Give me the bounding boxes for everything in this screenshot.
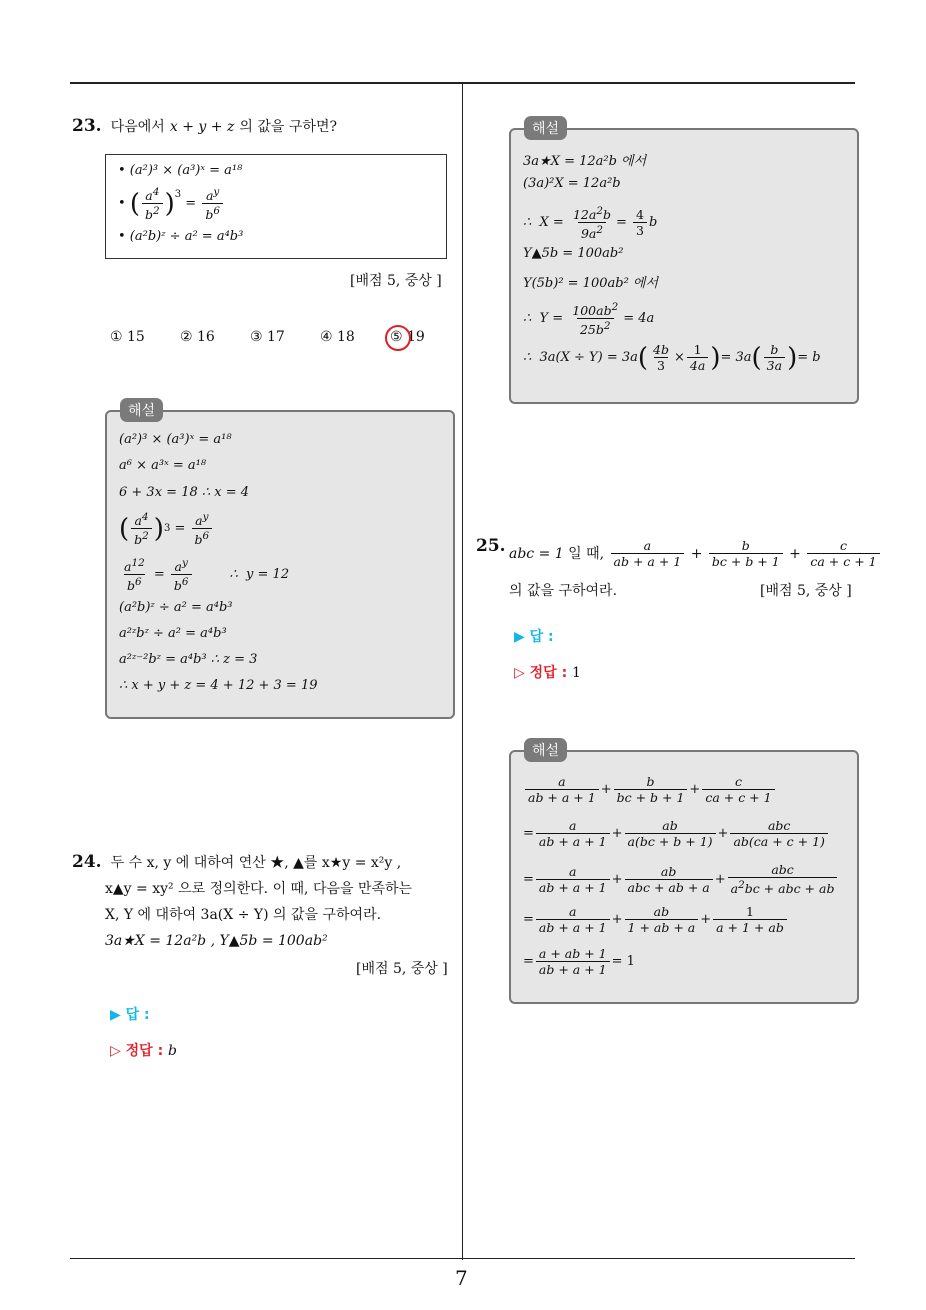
correct-label-q24: ▷ 정답 : b: [110, 1043, 178, 1059]
solution-tag-q24: 해설: [524, 116, 567, 140]
solution-line: a⁶ × a³ˣ = a¹⁸: [119, 458, 207, 473]
condition-2: • ( $\frac{a^4}{b^2}$ ) $^3$ = $\frac{a^y}{b^6}$: [118, 185, 225, 222]
solution-line: ∴ X = $\frac{12a^2b}{9a^2}$ = $\frac{4}{3}$ b: [523, 205, 658, 242]
solution-line: = $\frac{a}{ab + a + 1}$ + $\frac{ab}{a(bc + b + 1)}$ + $\frac{\text{abc}}{ab(ca + c + 1)}$: [523, 818, 830, 849]
column-divider: [462, 84, 463, 1260]
question-number: 25.: [476, 536, 506, 556]
question-prompt-pre: 다음에서: [110, 119, 165, 135]
choice-2[interactable]: ② 16: [180, 329, 215, 345]
solution-line: 6 + 3x = 18 ∴ x = 4: [119, 485, 250, 500]
solution-line: (3a)²X = 12a²b: [523, 176, 621, 191]
page-number: 7: [455, 1266, 468, 1290]
answer-label-q25[interactable]: ▶ 답 :: [514, 629, 554, 645]
solution-line: 3a★X = 12a²b 에서: [523, 154, 647, 169]
score-q23: [배점 5, 중상 ]: [350, 273, 442, 289]
solution-line: ( $\frac{a^4}{b^2}$ ) 3 = $\frac{a^y}{b^6}$: [119, 510, 214, 547]
question-prompt-expr: x + y + z: [169, 119, 235, 135]
question-23: [72, 116, 337, 138]
solution-line: $\frac{a}{ab + a + 1}$ + $\frac{b}{bc + b + 1}$ + $\frac{c}{ca + c + 1}$: [523, 774, 777, 805]
solution-line: ∴ Y = $\frac{100ab^2}{25b^2}$ = 4a: [523, 301, 655, 338]
solution-line: = $\frac{a}{ab + a + 1}$ + $\frac{ab}{1 + ab + a}$ + $\frac{1}{a + 1 + ab}$: [523, 904, 789, 935]
solution-line: $\frac{a^{12}}{b^6}$ = $\frac{a^y}{b^6}$ ∴ y = 12: [124, 557, 290, 594]
choice-3[interactable]: ③ 17: [250, 329, 285, 345]
question-prompt-post: 의 값을 구하면?: [239, 119, 337, 135]
question-line-2: x▲y = xy² 으로 정의한다. 이 때, 다음을 만족하는: [105, 881, 413, 897]
solution-line: ∴ 3a(X ÷ Y) = 3a ( $\frac{4b}{3}$ × $\frac{1}{4a}$ ) = 3a ( $\frac{b}{3a}$ ) = b: [523, 342, 821, 373]
question-25: [476, 536, 506, 556]
score-q24: [배점 5, 중상 ]: [356, 961, 448, 977]
question-24: [72, 852, 458, 874]
solution-box-q24: [509, 128, 859, 404]
correct-value: 1: [572, 665, 581, 681]
question-line-3: X, Y 에 대하여 3a(X ÷ Y) 의 값을 구하여라.: [105, 907, 382, 923]
bottom-rule: [70, 1258, 855, 1259]
selected-answer-mark: [385, 325, 411, 351]
correct-value: b: [168, 1043, 178, 1059]
question-line-4: 3a★X = 12a²b , Y▲5b = 100ab²: [105, 933, 328, 949]
solution-line: (a²b)ᶻ ÷ a² = a⁴b³: [119, 600, 233, 615]
solution-tag-q25: 해설: [524, 738, 567, 762]
question-line-1: abc = 1 일 때, $\frac{a}{ab + a + 1}$ + $\frac{b}{bc + b + 1}$ + $\frac{c}{ca + c + 1}$: [509, 538, 882, 569]
choice-4[interactable]: ④ 18: [320, 329, 355, 345]
choice-1[interactable]: ① 15: [110, 329, 145, 345]
condition-3: • (a²b)ᶻ ÷ a² = a⁴b³: [118, 229, 244, 244]
solution-line: Y(5b)² = 100ab² 에서: [523, 276, 659, 291]
question-line-2: 의 값을 구하여라.: [509, 583, 618, 599]
choice-5[interactable]: ⑤ 19: [390, 329, 425, 345]
solution-box-q25: [509, 750, 859, 1004]
solution-tag-q23: 해설: [120, 398, 163, 422]
question-number: 24.: [72, 852, 102, 872]
solution-box-q23: [105, 410, 455, 719]
score-q25: [배점 5, 중상 ]: [760, 583, 852, 599]
question-number: 23.: [72, 116, 102, 136]
condition-1: • (a²)³ × (a³)ˣ = a¹⁸: [118, 163, 243, 178]
question-line-1: 두 수 x, y 에 대하여 연산 ★, ▲를 x★y = x²y ,: [110, 855, 402, 871]
condition-box: [105, 154, 447, 259]
correct-label-q25: ▷ 정답 : 1: [514, 665, 581, 681]
solution-line: = $\frac{a}{ab + a + 1}$ + $\frac{ab}{\text{abc + ab + a}}$ + $\frac{\text{abc}}{a^2bc + abc + ab}$: [523, 862, 839, 896]
solution-line: Y▲5b = 100ab²: [523, 246, 624, 261]
answer-label-q24[interactable]: ▶ 답 :: [110, 1007, 150, 1023]
solution-line: (a²)³ × (a³)ˣ = a¹⁸: [119, 432, 232, 447]
solution-line: a²ᶻbᶻ ÷ a² = a⁴b³: [119, 626, 227, 641]
solution-line: ∴ x + y + z = 4 + 12 + 3 = 19: [119, 678, 318, 693]
solution-line: a²ᶻ⁻²bᶻ = a⁴b³ ∴ z = 3: [119, 652, 258, 667]
solution-line: = $\frac{a + ab + 1}{ab + a + 1}$ = 1: [523, 946, 635, 977]
